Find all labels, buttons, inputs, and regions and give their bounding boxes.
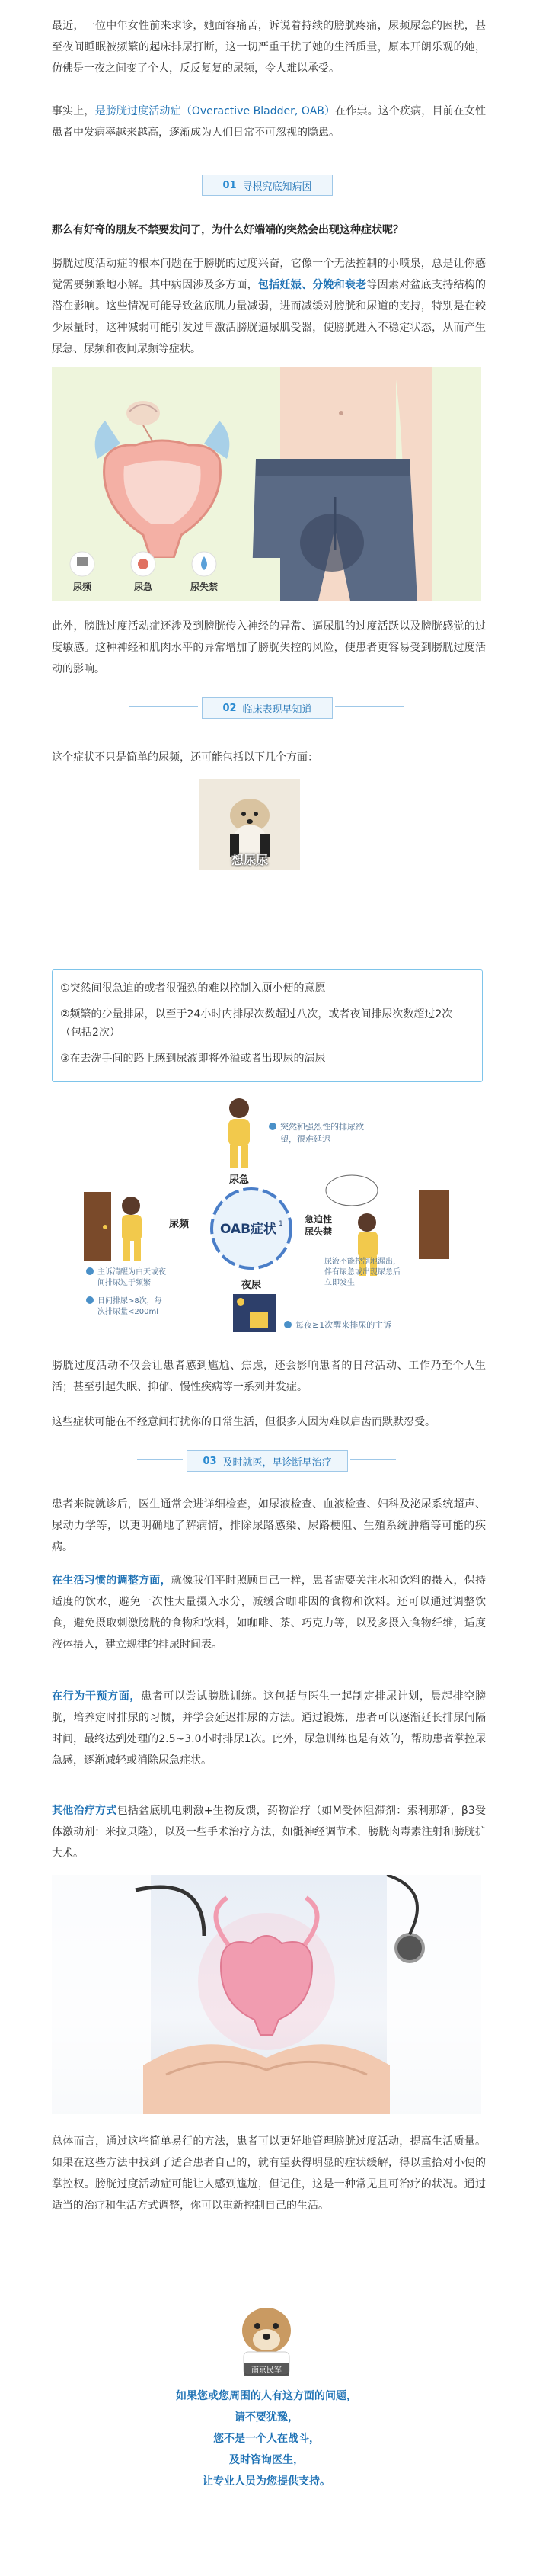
label-frequency: 尿频 [72,582,92,592]
dog-doctor-svg [221,2296,312,2378]
lifestyle-heading: 在生活习惯的调整方面， [52,1575,171,1587]
person-bed [250,1312,268,1328]
lifestyle-body: 就像我们平时照顾自己一样，患者需要关注水和饮料的摄入，保持适度的饮水，避免一次性大量摄入水分，减缓含咖啡因的食物和饮料。还可以通过调整饮食，避免摄取刺激膀胱的食物和饮料，如咖啡、茶、巧克力等，以及多摄入食物纤维，适度液体摄入，建立规律的排尿时间表。 [52,1575,487,1651]
bullet-dot [86,1296,94,1304]
doctor-hands-svg [52,1875,481,2114]
urgency-label: 尿急 [228,1174,250,1186]
section-title: 临床表现早知道 [242,703,312,716]
person-body [122,1215,142,1241]
divider-line [335,706,404,707]
dog-eye [254,2323,260,2329]
bullet-dot [269,1123,276,1130]
intro-paragraph: 最近，一位中年女性前来求诊，她面容痛苦，诉说着持续的膀胱疼痛，尿频尿急的困扰，甚至夜间睡眠被频繁的起床排尿打断，这一切严重干扰了她的生活质量，原本开朗乐观的她，仿佛是一夜之间变了个人，反反复复的尿频，令人难以承受。 [52,20,486,75]
person-leg [123,1239,130,1261]
closing-line-3: 您不是一个人在战斗， [213,2433,320,2445]
navel [339,411,343,415]
frequency-desc: 主诉清醒为白天或夜 [97,1268,166,1277]
dog-nose [247,819,253,824]
dog-doctor-sticker [221,2296,312,2378]
section-tag [202,175,333,196]
diagnosis-paragraph: 患者来院就诊后，医生通常会进详细检查，如尿液检查、血液检查、妇科及泌尿系统超声、尿动力学等，以更明确地了解病情，排除尿路感染、尿路梗阻、生殖系统肿瘤等可能的疾病。 [52,1498,486,1553]
intro-suffix: 在作祟。这个疾病，目前在女性患者中发病率越来越高，逐渐成为人们日常不可忽视的隐患。 [52,105,487,139]
nocturia-label: 夜尿 [241,1280,262,1291]
person-head [122,1197,140,1215]
closing-line-2: 请不要犹豫， [235,2411,298,2424]
intro-paragraph-2 [52,101,486,143]
moon-icon [237,1298,244,1306]
symptom-intro: 这个症状不只是简单的尿频，还可能包括以下几个方面： [52,751,318,764]
sticker-caption: 想尿尿 [231,853,268,867]
dog-eye [273,2323,279,2329]
incontinence-desc-3: 立即发生 [324,1279,355,1287]
symptom-item-2: ②频繁的少量排尿，以至于24小时内排尿次数超过八次，或者夜间排尿次数超过2次（包括2次） [60,1008,453,1039]
frequency-desc-2b: 次排尿量<200ml [97,1308,158,1316]
section-title: 及时就医，早诊断早治疗 [222,1456,332,1469]
closing-line-1: 如果您或您周围的人有这方面的问题， [176,2390,357,2402]
lifestyle-paragraph [52,1570,486,1655]
person-head [229,1098,249,1118]
oab-highlight: 是膀胱过度活动症（Overactive Bladder, OAB） [94,105,336,117]
frequency-label: 尿频 [169,1219,190,1230]
person-leg [241,1145,248,1168]
cupped-hands [143,2044,390,2114]
incontinence-desc-2: 伴有尿急或出现尿急后 [324,1268,401,1277]
toilet-shape [77,557,88,566]
section-number: 01 [222,179,237,191]
bullet-dot [86,1267,94,1275]
incontinence-label-2: 尿失禁 [305,1226,333,1237]
closing-line-4: 及时咨询医生， [229,2454,304,2466]
other-treatment-heading: 其他治疗方式 [52,1805,117,1817]
dog-eye [241,812,246,816]
sticker-caption: 南京民军 [251,2366,282,2375]
dog-nose [263,2334,270,2340]
section-header-1 [0,169,533,200]
thought-bubble [326,1175,378,1206]
frequency-desc-b: 间排尿过于频繁 [97,1279,151,1287]
summary-paragraph: 总体而言，通过这些简单易行的方法，患者可以更好地管理膀胱过度活动，提高生活质量。如果在这些方法中找到了适合患者自己的，就有望获得明显的症状缓解，得以重拾对小便的掌控权。膀胱过度活动症可能让人感到尴尬，但记住，这是一种常见且可治疗的状况。通过适当的治疗和生活方式调整，你可以重新控制自己的生活。 [52,2135,486,2212]
behavior-body: 患者可以尝试膀胱训练。这包括与医生一起制定排尿计划，晨起排空膀胱，培养定时排尿的习惯，并学会延迟排尿的方法。通过锻炼，患者可以逐渐延长排尿间隔时间，最终达到处理的2.5~3.0小时排尿1次。此外，尿急训练也是有效的，帮助患者掌控尿急感，逐渐减轻或消除尿急症状。 [52,1690,487,1767]
urgency-desc: 突然和强烈性的排尿欲 [280,1122,364,1132]
closing-line-5: 让专业人员为您提供支持。 [203,2475,330,2488]
silent-paragraph: 这些症状可能在不经意间打扰你的日常生活，但很多人因为难以启齿而默默忍受。 [52,1416,436,1428]
cause-highlight: 包括妊娠、分娩和衰老 [257,279,367,291]
puppy-sticker [199,779,300,870]
dog-eye [254,812,258,816]
door-knob [103,1225,107,1229]
incontinence-label: 急迫性 [305,1214,333,1225]
cause-text-c: 等因素对盆底支持结构的潜在影响。这些情况可能导致盆底肌力量减弱，进而减缓对膀胱和尿道的支持，特别是在较少尿量时，这种减弱可能引发过早激活膀胱逼尿肌受器，使膀胱进入不稳定状态，从而产生尿急、尿频和夜间尿频等症状。 [52,279,487,355]
person-head [358,1213,376,1232]
section-tag [202,697,333,719]
section-header-3 [0,1445,533,1475]
doctor-hands-illustration [52,1875,481,2114]
bladder-figure-svg [52,367,481,601]
urgency-dot [138,559,148,569]
other-treatment-paragraph [52,1800,486,1864]
bullet-dot [284,1321,292,1328]
bladder-illustration [52,367,481,601]
divider-line [137,1459,183,1460]
frequency-desc-2: 日间排尿>8次，每 [97,1297,162,1306]
wet-stain [300,514,364,572]
waistband [256,459,410,476]
person-body [358,1232,378,1258]
cause-paragraph [52,253,486,360]
cause-text-a: 膀胱过度活动症的根本问题在于膀胱的过度兴奋，它像一个无法控制的小喷泉，总是让你感觉需要频繁地小解。其中病因涉及多方面， [52,258,486,291]
urgency-desc-2: 望，很难延迟 [280,1134,330,1144]
doctor-coat [52,1875,151,2114]
oab-symptom-diagram [84,1091,452,1344]
section-number: 02 [222,702,237,714]
person-body [228,1119,250,1146]
impact-paragraph: 膀胱过度活动不仅会让患者感到尴尬、焦虑，还会影响患者的日常活动、工作乃至个人生活；甚至引起失眠、抑郁、慢性疾病等一系列并发症。 [52,1360,486,1393]
person-leg [134,1239,141,1261]
section-header-2 [0,692,533,722]
behavior-heading: 在行为干预方面， [52,1690,142,1703]
behavior-paragraph [52,1686,486,1771]
divider-line [350,1459,396,1460]
doctor-coat [387,1875,481,2114]
section-number: 03 [203,1455,217,1467]
symptom-item-1: ①突然间很急迫的或者很强烈的难以控制入厕小便的意愿 [60,982,326,995]
intro-prefix: 事实上， [52,105,95,117]
door-icon [419,1190,449,1259]
section-title: 寻根究底知病因 [242,181,312,193]
label-urgency: 尿急 [133,582,153,592]
nocturia-desc: 每夜≥1次醒来排尿的主诉 [295,1320,392,1330]
incontinence-desc: 尿液不能控制地漏出， [324,1258,401,1266]
closing-message [0,2385,533,2492]
symptom-box [52,969,483,1082]
divider-line [129,706,198,707]
mechanism-paragraph: 此外，膀胱过度活动症还涉及到膀胱传入神经的异常、逼尿肌的过度活跃以及膀胱感觉的过度敏感。这种神经和肌肉水平的异常增加了膀胱失控的风险，使患者更容易受到膀胱过度活动的影响。 [52,620,486,675]
section-tag [187,1450,348,1472]
other-treatment-body: 包括盆底肌电刺激+生物反馈，药物治疗（如M受体阻滞剂：索利那新，β3受体激动剂：米拉贝隆），以及一些手术治疗方法，如骶神经调节术，膀胱肉毒素注射和膀胱扩大术。 [52,1805,486,1860]
oab-diagram-svg [84,1091,452,1344]
oab-center-label: OAB症状 [219,1222,277,1237]
center-superscript: 1 [279,1220,283,1228]
stethoscope-head [396,1934,423,1962]
symptom-item-3: ③在去洗手间的路上感到尿液即将外溢或者出现尿的漏尿 [60,1053,326,1065]
label-incontinence: 尿失禁 [190,582,219,592]
question-heading: 那么有好奇的朋友不禁要发问了，为什么好端端的突然会出现这种症状呢？ [52,224,404,236]
person-leg [230,1145,238,1168]
